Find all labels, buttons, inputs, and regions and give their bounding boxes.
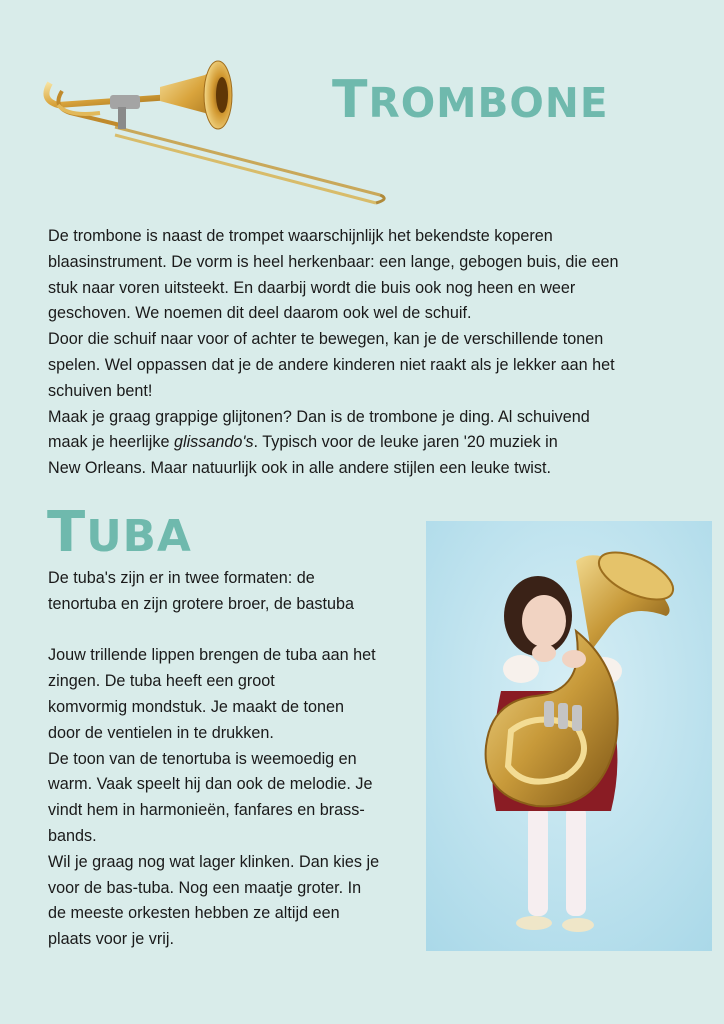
trombone-line: schuiven bent! [48,381,153,400]
tuba-line: zingen. De tuba heeft een groot [48,672,275,691]
tuba-line: voor de bas-tuba. Nog een maatje groter. In [48,878,362,897]
tuba-line: vindt hem in harmonieën, fanfares en brass- [48,801,365,820]
tuba-title: TUBA [47,500,192,565]
tuba-line: door de ventielen in te drukken. [48,723,274,742]
trombone-line: De trombone is naast de trompet waarschijnlijk het bekendste koperen [48,227,553,245]
trombone-line: geschoven. We noemen dit deel daarom ook wel de schuif. [48,304,472,323]
tuba-line: warm. Vaak speelt hij dan ook de melodie. Je [48,775,373,794]
tuba-description [48,566,420,953]
tuba-line: tenortuba en zijn grotere broer, de bastuba [48,594,354,613]
trombone-line-glissando: maak je heerlijke glissando's. Typisch voor de leuke jaren '20 muziek in [48,433,558,452]
tuba-line: bands. [48,826,97,845]
trombone-line: Maak je graag grappige glijtonen? Dan is de trombone je ding. Al schuivend [48,407,590,426]
trombone-line: New Orleans. Maar natuurlijk ook in alle andere stijlen een leuke twist. [48,459,551,478]
trombone-line: spelen. Wel oppassen dat je de andere kinderen niet raakt als je lekker aan het [48,355,615,374]
trombone-line: blaasinstrument. De vorm is heel herkenbaar: een lange, gebogen buis, die een [48,252,619,271]
trombone-line: Door die schuif naar voor of achter te bewegen, kan je de verschillende tonen [48,330,604,349]
trombone-line: stuk naar voren uitsteekt. En daarbij wordt die buis ook nog heen en weer [48,278,576,297]
tuba-line: Jouw trillende lippen brengen de tuba aan het [48,646,376,665]
trombone-title: TROMBONE [332,70,609,130]
glissando-italic: glissando's [173,433,254,452]
tuba-line: De tuba's zijn er in twee formaten: de [48,569,315,587]
trombone-description [48,224,688,482]
girl-with-tuba-illustration [426,521,712,951]
tuba-photo [426,521,712,951]
tuba-line: De toon van de tenortuba is weemoedig en [48,749,357,768]
tuba-line: komvormig mondstuk. Je maakt de tonen [48,697,345,716]
tuba-line: Wil je graag nog wat lager klinken. Dan kies je [48,852,380,871]
tuba-line: de meeste orkesten hebben ze altijd een [48,904,340,923]
tuba-line: plaats voor je vrij. [48,930,174,949]
